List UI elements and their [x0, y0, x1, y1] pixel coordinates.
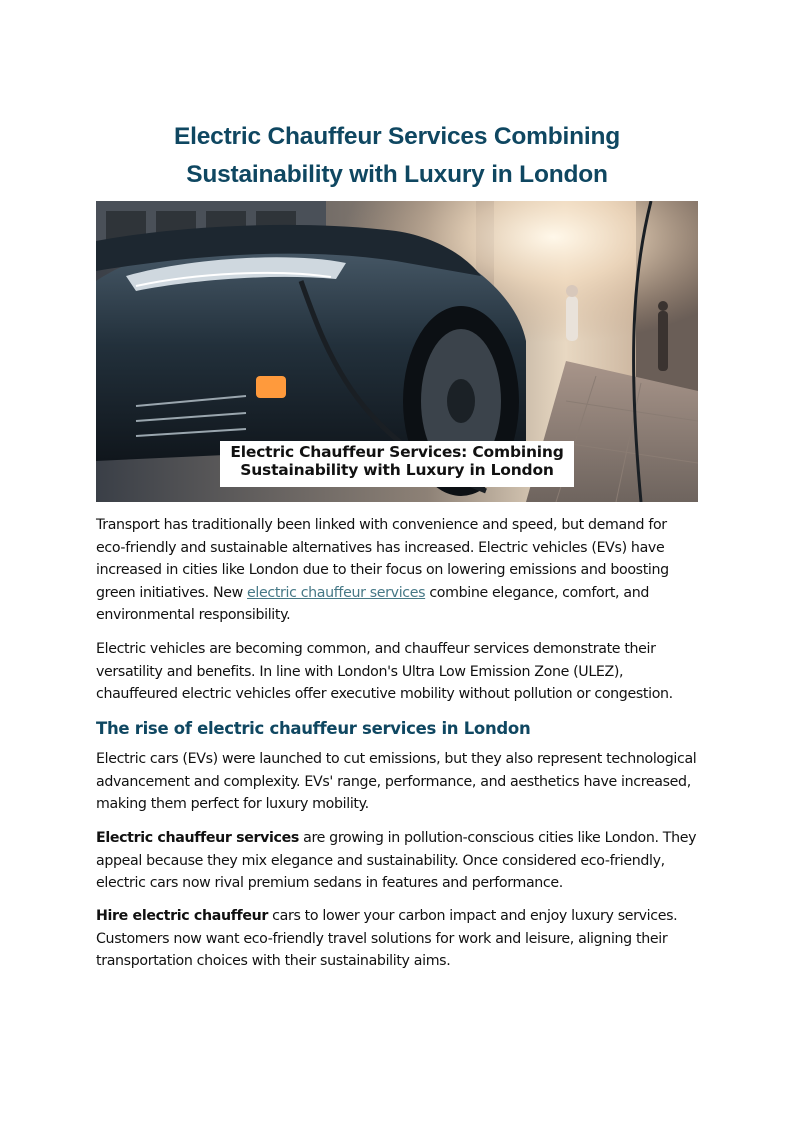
section-paragraph-3 [96, 905, 700, 973]
hero-image [96, 201, 698, 502]
electric-chauffeur-services-link[interactable]: electric chauffeur services [247, 584, 426, 601]
section-heading: The rise of electric chauffeur services in London [96, 719, 531, 738]
paragraph-text: are growing in pollution-conscious cities like London. They appeal because they mix elegance and sustainability. Once considered eco-friendly, electric cars now rival premium sedans in features and performance. [96, 830, 697, 892]
hero-caption: Electric Chauffeur Services: Combining Sustainability with Luxury in London [230, 443, 564, 479]
ulez-paragraph: Electric vehicles are becoming common, and chauffeur services demonstrate their versatility and benefits. In line with London's Ultra Low Emission Zone (ULEZ), chauffeured electric vehicles offer executive mobility without pollution or congestion. [96, 641, 673, 703]
paragraph-text: cars to lower your carbon impact and enjoy luxury services. Customers now want eco-friendly travel solutions for work and leisure, aligning their transportation choices with their sustainability aims. [96, 908, 678, 970]
bold-phrase: Hire electric chauffeur [96, 908, 269, 924]
section-paragraph-1: Electric cars (EVs) were launched to cut emissions, but they also represent technological advancement and complexity. EVs' range, performance, and aesthetics have increased, making them perfect for luxury mobility. [96, 751, 697, 813]
document-title: Electric Chauffeur Services Combining Sustainability with Luxury in London [174, 123, 620, 188]
bold-phrase: Electric chauffeur services [96, 830, 299, 846]
section-paragraph-2 [96, 827, 700, 895]
intro-text: Transport has traditionally been linked with convenience and speed, but demand for eco-friendly and sustainable alternatives has increased. Electric vehicles (EVs) have increased in cities like London due to their focus on lowering emissions and boosting green initiatives. New [96, 517, 669, 601]
intro-text-end: combine elegance, comfort, and environmental responsibility. [96, 584, 650, 624]
intro-paragraph [96, 514, 700, 627]
